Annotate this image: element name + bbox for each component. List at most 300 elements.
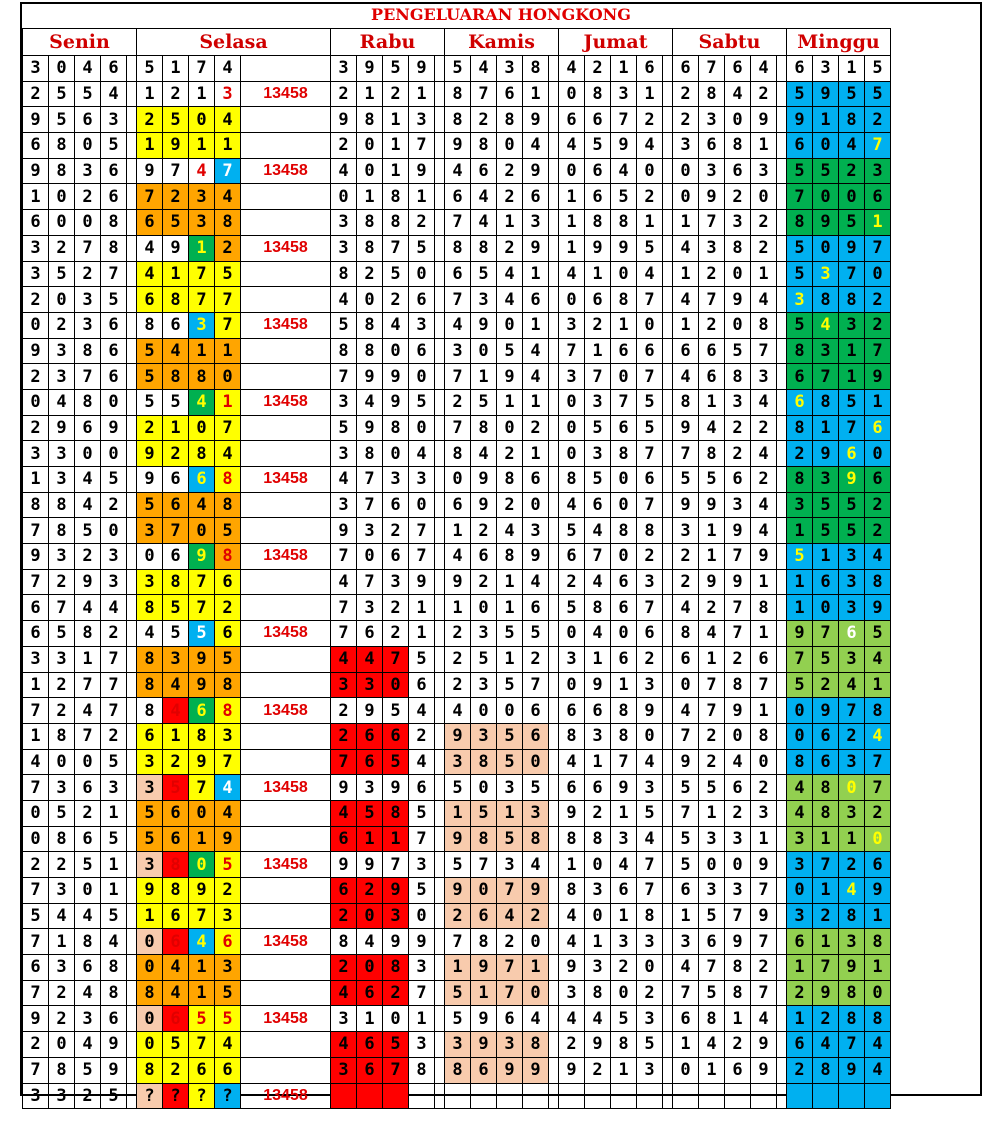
- senin-digit: 4: [23, 749, 49, 775]
- jumat-digit: 5: [611, 184, 637, 210]
- column-spacer: [777, 81, 787, 107]
- column-spacer: [549, 415, 559, 441]
- selasa-digit: 0: [189, 518, 215, 544]
- minggu-digit: 5: [813, 158, 839, 184]
- minggu-digit: 7: [813, 364, 839, 390]
- kamis-digit: 7: [471, 81, 497, 107]
- selasa-note: 13458: [241, 158, 331, 184]
- selasa-digit: 4: [163, 672, 189, 698]
- rabu-digit: 7: [331, 544, 357, 570]
- minggu-digit: 9: [839, 235, 865, 261]
- rabu-digit: 9: [357, 415, 383, 441]
- selasa-digit: 4: [215, 184, 241, 210]
- senin-digit: 5: [101, 749, 127, 775]
- column-spacer: [663, 338, 673, 364]
- selasa-digit: 8: [137, 312, 163, 338]
- sabtu-digit: 0: [673, 1057, 699, 1083]
- jumat-digit: 9: [585, 1032, 611, 1058]
- sabtu-digit: 1: [673, 903, 699, 929]
- minggu-digit: 1: [865, 955, 891, 981]
- jumat-digit: 9: [611, 133, 637, 159]
- minggu-digit: 5: [787, 261, 813, 287]
- kamis-digit: 1: [497, 595, 523, 621]
- column-spacer: [663, 389, 673, 415]
- selasa-digit: 4: [215, 107, 241, 133]
- sabtu-digit: 2: [751, 775, 777, 801]
- table-row: [23, 312, 891, 338]
- senin-digit: 1: [23, 467, 49, 493]
- column-spacer: [127, 184, 137, 210]
- rabu-digit: 6: [383, 544, 409, 570]
- table-row: [23, 81, 891, 107]
- minggu-digit: 5: [813, 646, 839, 672]
- rabu-digit: 2: [409, 210, 435, 236]
- minggu-digit: 4: [865, 544, 891, 570]
- sabtu-digit: 5: [699, 903, 725, 929]
- column-spacer: [777, 878, 787, 904]
- sabtu-digit: 8: [699, 1006, 725, 1032]
- jumat-digit: 3: [637, 672, 663, 698]
- selasa-note: [241, 107, 331, 133]
- minggu-digit: 2: [865, 492, 891, 518]
- selasa-digit: 9: [189, 749, 215, 775]
- rabu-digit: 7: [409, 544, 435, 570]
- rabu-digit: 3: [357, 672, 383, 698]
- jumat-digit: 6: [637, 467, 663, 493]
- senin-digit: 7: [23, 569, 49, 595]
- minggu-digit: 2: [839, 852, 865, 878]
- selasa-digit: 8: [215, 698, 241, 724]
- rabu-digit: 4: [331, 467, 357, 493]
- rabu-digit: 6: [409, 287, 435, 313]
- senin-digit: 3: [75, 287, 101, 313]
- kamis-digit: 4: [497, 287, 523, 313]
- kamis-digit: 5: [445, 852, 471, 878]
- selasa-digit: 3: [215, 723, 241, 749]
- rabu-digit: 9: [409, 929, 435, 955]
- kamis-digit: 3: [497, 775, 523, 801]
- rabu-digit: 1: [357, 1006, 383, 1032]
- day-header-minggu: Minggu: [787, 29, 891, 56]
- table-row: [23, 1057, 891, 1083]
- senin-digit: 8: [49, 158, 75, 184]
- rabu-digit: 3: [409, 467, 435, 493]
- sabtu-digit: 9: [751, 107, 777, 133]
- rabu-digit: 9: [383, 775, 409, 801]
- jumat-digit: [611, 1083, 637, 1109]
- senin-digit: 5: [75, 1057, 101, 1083]
- column-spacer: [777, 158, 787, 184]
- rabu-digit: 0: [357, 158, 383, 184]
- sabtu-digit: 9: [699, 569, 725, 595]
- selasa-note: [241, 569, 331, 595]
- rabu-digit: 6: [409, 672, 435, 698]
- selasa-digit: 5: [215, 980, 241, 1006]
- sabtu-digit: 7: [751, 672, 777, 698]
- minggu-digit: 8: [813, 389, 839, 415]
- minggu-digit: 4: [839, 133, 865, 159]
- minggu-digit: 9: [813, 210, 839, 236]
- sabtu-digit: 8: [725, 364, 751, 390]
- table-row: [23, 56, 891, 82]
- rabu-digit: 6: [357, 749, 383, 775]
- kamis-digit: 5: [523, 775, 549, 801]
- minggu-digit: 5: [787, 672, 813, 698]
- minggu-digit: 1: [839, 56, 865, 82]
- kamis-digit: 0: [471, 775, 497, 801]
- senin-digit: 7: [101, 672, 127, 698]
- jumat-digit: 7: [611, 107, 637, 133]
- senin-digit: 6: [101, 364, 127, 390]
- column-spacer: [663, 595, 673, 621]
- jumat-digit: 8: [611, 210, 637, 236]
- rabu-digit: 7: [383, 1057, 409, 1083]
- kamis-digit: 8: [523, 1032, 549, 1058]
- minggu-digit: 9: [865, 878, 891, 904]
- minggu-digit: 0: [865, 826, 891, 852]
- jumat-digit: 6: [585, 158, 611, 184]
- minggu-digit: 5: [839, 389, 865, 415]
- column-spacer: [663, 852, 673, 878]
- rabu-digit: 0: [357, 903, 383, 929]
- column-spacer: [663, 107, 673, 133]
- minggu-digit: 0: [787, 878, 813, 904]
- selasa-note: [241, 672, 331, 698]
- kamis-digit: 7: [497, 980, 523, 1006]
- table-row: [23, 210, 891, 236]
- minggu-digit: 8: [865, 1006, 891, 1032]
- kamis-digit: 9: [523, 158, 549, 184]
- selasa-note: [241, 723, 331, 749]
- sabtu-digit: 9: [699, 184, 725, 210]
- kamis-digit: 5: [471, 646, 497, 672]
- minggu-digit: 9: [839, 467, 865, 493]
- kamis-digit: 0: [471, 878, 497, 904]
- senin-digit: 0: [75, 133, 101, 159]
- rabu-digit: 3: [409, 955, 435, 981]
- kamis-digit: 5: [523, 621, 549, 647]
- column-spacer: [663, 492, 673, 518]
- senin-digit: 8: [75, 621, 101, 647]
- column-spacer: [127, 1032, 137, 1058]
- minggu-digit: 8: [839, 107, 865, 133]
- selasa-note: [241, 364, 331, 390]
- rabu-digit: 4: [357, 929, 383, 955]
- column-spacer: [127, 775, 137, 801]
- kamis-digit: 4: [471, 210, 497, 236]
- minggu-digit: 4: [865, 723, 891, 749]
- sabtu-digit: 3: [725, 878, 751, 904]
- jumat-digit: 8: [585, 980, 611, 1006]
- minggu-digit: 0: [813, 133, 839, 159]
- senin-digit: 2: [49, 235, 75, 261]
- sabtu-digit: [699, 1083, 725, 1109]
- sabtu-digit: 0: [673, 158, 699, 184]
- kamis-digit: 1: [523, 81, 549, 107]
- senin-digit: 4: [75, 1032, 101, 1058]
- column-spacer: [663, 723, 673, 749]
- kamis-digit: 5: [497, 672, 523, 698]
- sabtu-digit: 7: [725, 621, 751, 647]
- sabtu-digit: 2: [673, 107, 699, 133]
- sabtu-digit: 3: [699, 826, 725, 852]
- column-spacer: [663, 800, 673, 826]
- minggu-digit: 3: [787, 492, 813, 518]
- kamis-digit: 5: [497, 749, 523, 775]
- column-spacer: [435, 158, 445, 184]
- sabtu-digit: 7: [751, 338, 777, 364]
- senin-digit: 3: [49, 544, 75, 570]
- kamis-digit: 8: [445, 235, 471, 261]
- sabtu-digit: 2: [699, 723, 725, 749]
- rabu-digit: 2: [331, 133, 357, 159]
- selasa-digit: 7: [215, 749, 241, 775]
- column-spacer: [549, 338, 559, 364]
- results-table: [22, 28, 891, 1109]
- jumat-digit: 3: [559, 646, 585, 672]
- rabu-digit: 4: [331, 287, 357, 313]
- selasa-digit: 3: [163, 646, 189, 672]
- minggu-digit: 8: [787, 467, 813, 493]
- column-spacer: [777, 646, 787, 672]
- senin-digit: 7: [23, 698, 49, 724]
- column-spacer: [663, 1006, 673, 1032]
- selasa-digit: 7: [163, 518, 189, 544]
- column-spacer: [435, 955, 445, 981]
- jumat-digit: 6: [585, 698, 611, 724]
- column-spacer: [435, 312, 445, 338]
- column-spacer: [663, 261, 673, 287]
- jumat-digit: 6: [585, 184, 611, 210]
- jumat-digit: 0: [559, 621, 585, 647]
- senin-digit: 2: [101, 723, 127, 749]
- sabtu-digit: 2: [725, 415, 751, 441]
- minggu-digit: 1: [813, 415, 839, 441]
- senin-digit: 7: [75, 235, 101, 261]
- selasa-digit: 6: [137, 210, 163, 236]
- selasa-digit: 2: [215, 235, 241, 261]
- jumat-digit: 1: [585, 646, 611, 672]
- selasa-digit: 8: [137, 595, 163, 621]
- table-row: [23, 364, 891, 390]
- rabu-digit: 1: [409, 621, 435, 647]
- kamis-digit: 9: [471, 1006, 497, 1032]
- kamis-digit: 1: [497, 569, 523, 595]
- column-spacer: [549, 878, 559, 904]
- column-spacer: [549, 749, 559, 775]
- minggu-digit: 9: [787, 621, 813, 647]
- kamis-digit: 8: [523, 826, 549, 852]
- minggu-digit: 5: [839, 492, 865, 518]
- sabtu-digit: 1: [673, 1032, 699, 1058]
- table-row: [23, 749, 891, 775]
- column-spacer: [663, 56, 673, 82]
- minggu-digit: 7: [813, 852, 839, 878]
- selasa-note: [241, 646, 331, 672]
- selasa-digit: 4: [189, 929, 215, 955]
- rabu-digit: 1: [357, 184, 383, 210]
- jumat-digit: 5: [559, 518, 585, 544]
- kamis-digit: 2: [497, 441, 523, 467]
- rabu-digit: 9: [331, 852, 357, 878]
- jumat-digit: 3: [559, 312, 585, 338]
- kamis-digit: 9: [523, 544, 549, 570]
- minggu-digit: 8: [813, 775, 839, 801]
- minggu-digit: 8: [839, 287, 865, 313]
- jumat-digit: [637, 1083, 663, 1109]
- jumat-digit: 8: [611, 518, 637, 544]
- selasa-digit: 8: [137, 1057, 163, 1083]
- column-spacer: [777, 1057, 787, 1083]
- sabtu-digit: 3: [751, 800, 777, 826]
- senin-digit: 9: [49, 415, 75, 441]
- sabtu-digit: 1: [751, 569, 777, 595]
- jumat-digit: 4: [585, 621, 611, 647]
- selasa-digit: 0: [137, 1032, 163, 1058]
- kamis-digit: 2: [445, 621, 471, 647]
- sabtu-digit: 4: [673, 955, 699, 981]
- jumat-digit: 0: [611, 467, 637, 493]
- rabu-digit: 6: [357, 1057, 383, 1083]
- senin-digit: 0: [23, 389, 49, 415]
- kamis-digit: 4: [445, 698, 471, 724]
- sabtu-digit: 1: [751, 133, 777, 159]
- sabtu-digit: 8: [725, 980, 751, 1006]
- senin-digit: 6: [23, 621, 49, 647]
- sabtu-digit: 2: [725, 800, 751, 826]
- senin-digit: 0: [23, 800, 49, 826]
- minggu-digit: 7: [839, 415, 865, 441]
- sabtu-digit: 3: [725, 210, 751, 236]
- jumat-digit: 3: [637, 1057, 663, 1083]
- minggu-digit: 3: [839, 749, 865, 775]
- table-row: [23, 569, 891, 595]
- kamis-digit: [523, 1083, 549, 1109]
- senin-digit: 2: [49, 672, 75, 698]
- kamis-digit: 5: [445, 56, 471, 82]
- column-spacer: [127, 878, 137, 904]
- kamis-digit: 6: [445, 492, 471, 518]
- selasa-digit: 5: [163, 775, 189, 801]
- minggu-digit: 1: [787, 595, 813, 621]
- column-spacer: [549, 1057, 559, 1083]
- sabtu-digit: 2: [699, 261, 725, 287]
- column-spacer: [549, 955, 559, 981]
- rabu-digit: 8: [383, 415, 409, 441]
- minggu-digit: 1: [813, 107, 839, 133]
- senin-digit: 3: [23, 1083, 49, 1109]
- senin-digit: 0: [49, 184, 75, 210]
- column-spacer: [549, 133, 559, 159]
- selasa-digit: 3: [137, 749, 163, 775]
- rabu-digit: 5: [331, 312, 357, 338]
- column-spacer: [127, 56, 137, 82]
- kamis-digit: 6: [445, 184, 471, 210]
- sabtu-digit: 9: [725, 929, 751, 955]
- selasa-digit: 6: [163, 903, 189, 929]
- minggu-digit: 8: [813, 1057, 839, 1083]
- senin-digit: 5: [101, 826, 127, 852]
- senin-digit: 4: [75, 980, 101, 1006]
- kamis-digit: 1: [497, 210, 523, 236]
- rabu-digit: 0: [357, 133, 383, 159]
- sabtu-digit: 4: [673, 595, 699, 621]
- senin-digit: 2: [23, 415, 49, 441]
- column-spacer: [777, 184, 787, 210]
- selasa-digit: 5: [137, 826, 163, 852]
- sabtu-digit: 2: [725, 1032, 751, 1058]
- senin-digit: 6: [75, 415, 101, 441]
- minggu-digit: [787, 1083, 813, 1109]
- kamis-digit: 8: [471, 749, 497, 775]
- rabu-digit: 8: [357, 107, 383, 133]
- minggu-digit: 0: [839, 184, 865, 210]
- column-spacer: [663, 621, 673, 647]
- selasa-digit: 7: [215, 312, 241, 338]
- selasa-digit: 6: [163, 492, 189, 518]
- table-row: [23, 389, 891, 415]
- jumat-digit: 3: [559, 980, 585, 1006]
- minggu-digit: 2: [813, 672, 839, 698]
- sabtu-digit: 7: [673, 441, 699, 467]
- minggu-digit: 1: [813, 878, 839, 904]
- jumat-digit: 6: [611, 646, 637, 672]
- rabu-digit: 7: [357, 492, 383, 518]
- senin-digit: 1: [75, 646, 101, 672]
- minggu-digit: 4: [865, 646, 891, 672]
- selasa-digit: 8: [137, 672, 163, 698]
- jumat-digit: [585, 1083, 611, 1109]
- minggu-digit: 5: [787, 158, 813, 184]
- senin-digit: 8: [75, 389, 101, 415]
- rabu-digit: 5: [383, 749, 409, 775]
- column-spacer: [777, 723, 787, 749]
- sabtu-digit: 1: [673, 261, 699, 287]
- kamis-digit: 9: [523, 878, 549, 904]
- column-spacer: [549, 980, 559, 1006]
- jumat-digit: 6: [637, 56, 663, 82]
- sabtu-digit: 4: [673, 235, 699, 261]
- sabtu-digit: 4: [751, 56, 777, 82]
- jumat-digit: 5: [611, 1006, 637, 1032]
- minggu-digit: 1: [787, 518, 813, 544]
- column-spacer: [549, 467, 559, 493]
- kamis-digit: 8: [471, 235, 497, 261]
- rabu-digit: 4: [409, 749, 435, 775]
- column-spacer: [435, 826, 445, 852]
- selasa-digit: 7: [137, 184, 163, 210]
- minggu-digit: 6: [865, 467, 891, 493]
- selasa-digit: 0: [137, 1006, 163, 1032]
- senin-digit: 3: [23, 56, 49, 82]
- selasa-note: [241, 955, 331, 981]
- selasa-digit: 8: [137, 698, 163, 724]
- rabu-digit: 3: [409, 107, 435, 133]
- minggu-digit: 6: [787, 364, 813, 390]
- sabtu-digit: 8: [673, 389, 699, 415]
- column-spacer: [777, 133, 787, 159]
- minggu-digit: 3: [787, 903, 813, 929]
- jumat-digit: 4: [559, 903, 585, 929]
- column-spacer: [777, 775, 787, 801]
- selasa-digit: 9: [137, 158, 163, 184]
- selasa-digit: 7: [189, 775, 215, 801]
- minggu-digit: 8: [813, 800, 839, 826]
- rabu-digit: 5: [409, 389, 435, 415]
- selasa-digit: 8: [215, 672, 241, 698]
- kamis-digit: 6: [471, 158, 497, 184]
- kamis-digit: 6: [471, 1057, 497, 1083]
